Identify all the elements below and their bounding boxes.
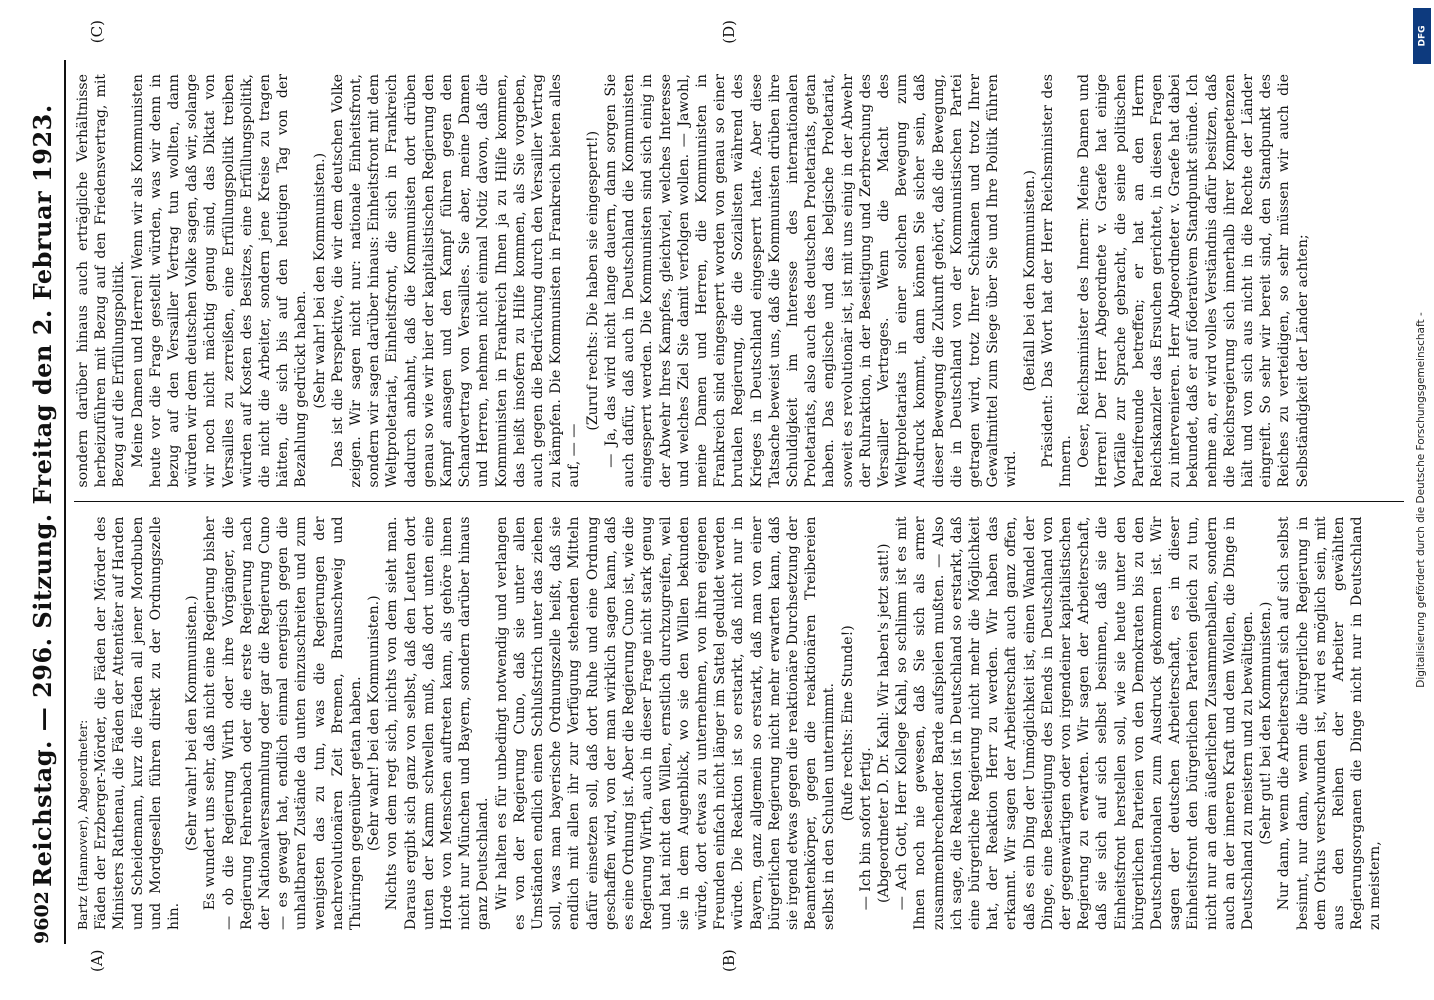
left-column	[74, 502, 1404, 945]
paragraph: Es wundert uns sehr, daß nicht eine Regierung bisher — ob die Regierung Wirth oder ihre Vorgänger, die Regierung Fehrenbach oder die erste Regierung nach der Nationalversammlung oder gar die Regierung Cuno — es gewagt hat, endlich einmal energisch gegen die unhaltbaren Zustände da unten einzuschreiten und zum wenigsten das zu tun, was die Regierungen der nachrevolutionären Zeit Bremen, Braunschweig und Thüringen gegenüber getan haben.	[202, 516, 365, 930]
right-column	[74, 60, 1404, 502]
paragraph: Präsident: Das Wort hat der Herr Reichsminister des Innern.	[1039, 74, 1074, 488]
dfg-logo	[1413, 8, 1431, 64]
paragraph: — Ich bin sofort fertig.	[857, 747, 874, 911]
digitization-watermark	[1408, 0, 1434, 1000]
paragraph: sondern darüber hinaus auch erträgliche Verhältnisse herbeizuführen mit Bezug auf den Friedensvertrag, mit Bezug auf die Erfüllungspolitik.	[75, 74, 128, 488]
margin-mark-b: (B)	[720, 949, 738, 972]
speaker-line: Bartz (Hannover), Abgeordneter:	[75, 719, 90, 930]
paragraph: Das ist die Perspektive, die wir dem deutschen Volke zeigen. Wir sagen nicht nur: nationale Einheitsfront, sondern wir sagen darüber hinaus: Einheitsfront mit dem Weltproletariat, Einheitsfront, die sich in Frankreich dadurch anbahnt, daß die Kommunisten dort drüben genau so wie wir hier der kapitalistischen Regierung den Kampf ansagen und den Kampf führen gegen den Schandvertrag von Versailles. Sie aber, meine Damen und Herren, nehmen nicht einmal Notiz davon, daß die Kommunisten in Frankreich Ihnen ja zu Hilfe kommen, das heißt insofern zu Hilfe kommen, als Sie vorgeben, auch gegen die Bedrückung durch den Versailler Vertrag zu kämpfen. Die Kommunisten in Frankreich bieten alles auf, — —	[329, 74, 583, 488]
interjection: (Beifall bei den Kommunisten.)	[1021, 170, 1038, 392]
paragraph: Oeser, Reichsminister des Innern: Meine Damen und Herren! Der Herr Abgeordnete v. Graefe hat einige Vorfälle zur Sprache gebracht, die seine politischen Parteifreunde betreffen; er hat an den Herrn Reichskanzler das Ersuchen gerichtet, in diesen Fragen zu intervenieren. Herr Abgeordneter v. Graefe hat dabei bekundet, daß er auf föderativem Standpunkt stünde. Ich nehme an, er wird volles Verständnis dafür besitzen, daß die Reichsregierung sich innerhalb ihrer Kompetenzen hält und von sich aus nicht in die Rechte der Länder eingreift. So sehr wir bereit sind, den Standpunkt des Reiches zu verteidigen, so sehr müssen wir auch die Selbständigkeit der Länder achten;	[1076, 74, 1311, 488]
page-header	[20, 60, 66, 944]
paragraph: Wir halten es für unbedingt notwendig und verlangen es von der Regierung Cuno, daß sie unter allen Umständen endlich einen Schlußstrich unter das ziehen soll, was man bayerische Ordnungszelle heißt, daß sie endlich mit allen ihr zur Verfügung stehenden Mitteln dafür einsetzen soll, daß dort Ruhe und eine Ordnung geschaffen wird, von der man wirklich sagen kann, daß es eine Ordnung ist. Aber die Regierung Cuno ist, wie die Regierung Wirth, auch in dieser Frage nicht stark genug und hat nicht den Willen, ernstlich durchzugreifen, weil sie in dem Augenblick, wo sie den Willen bekunden würde, dort etwas zu unternehmen, von ihren eigenen Freunden einfach nicht länger im Sattel geduldet werden würde. Die Reaktion ist so erstarkt, daß nicht nur in Bayern, ganz allgemein so erstarkt, daß man von einer bürgerlichen Regierung nicht mehr erwarten kann, daß sie irgend etwas gegen die reaktionäre Durchsetzung der Beamtenkörper, gegen die reaktionären Treibereien selbst in den Schulen unternimmt.	[493, 516, 838, 930]
paragraph: Nur dann, wenn die Arbeiterschaft sich auf sich selbst besinnt, nur dann, wenn die bürgerliche Regierung in dem Orkus verschwunden ist, wird es möglich sein, mit aus den Reihen der Arbeiter gewählten Regierungsorganen die Dinge nicht nur in Deutschland zu meistern,	[1276, 516, 1384, 930]
paragraph: Fäden der Erzberger-Mörder, die Fäden der Mörder des Ministers Rathenau, die Fäden der Attentäter auf Harden und Scheidemann, kurz die Fäden all jener Mordbuben und Mordgesellen führen direkt zu der Ordnungszelle hin.	[93, 516, 183, 930]
dfg-logo-text: DFG	[1417, 25, 1428, 47]
paragraph: — Ach Gott, Herr Kollege Kahl, so schlimm ist es mit Ihnen noch nie gewesen, daß Sie sich als armer zusammenbrechender Barde aufspielen mußten. — Also ich sage, die Reaktion ist in Deutschland so erstarkt, daß eine bürgerliche Regierung nicht mehr die Möglichkeit hat, der Reaktion Herr zu werden. Wir haben das erkannt. Wir sagen der Arbeiterschaft auch ganz offen, daß es ein Ding der Unmöglichkeit ist, einen Wandel der Dinge, eine Beseitigung des Elends in Deutschland von der gegenwärtigen oder von irgendeiner kapitalistischen Regierung zu erwarten. Wir sagen der Arbeiterschaft, daß sie sich auf sich selbst besinnen, daß sie die Einheitsfront herstellen soll, wie sie heute unter den bürgerlichen Parteien von den Demokraten bis zu den Deutschnationalen zum Ausdruck gekommen ist. Wir sagen der deutschen Arbeiterschaft, es in dieser Einheitsfront den bürgerlichen Parteien gleich zu tun, nicht nur an dem äußerlichen Zusammenballen, sondern auch an der inneren Kraft und dem Wollen, die Dinge in Deutschland zu meistern und zu bewältigen.	[894, 516, 1256, 930]
interjection: (Sehr wahr! bei den Kommunisten.)	[366, 595, 383, 852]
paragraph: Nichts von dem regt sich, nichts von dem sieht man. Daraus ergibt sich ganz von selbst, daß den Leuten dort unten der Kamm schwellen muß, daß dort unten eine Horde von Menschen auftreten kann, als gehöre ihnen nicht nur München und Bayern, sondern darüber hinaus ganz Deutschland.	[384, 516, 492, 930]
page-number: 9602	[31, 891, 53, 944]
running-title: Reichstag. — 296. Sitzung. Freitag den 2. Februar 1923.	[27, 104, 57, 887]
interjection: (Sehr wahr! bei den Kommunisten.)	[184, 595, 201, 852]
margin-mark-d: (D)	[720, 20, 738, 44]
margin-mark-c: (C)	[88, 20, 106, 44]
interjection: (Rufe rechts: Eine Stunde!)	[839, 625, 856, 822]
interjection: (Sehr wahr! bei den Kommunisten.)	[311, 152, 328, 409]
interjection: (Abgeordneter D. Dr. Kahl: Wir haben's jetzt satt!)	[875, 543, 892, 903]
paragraph: — Ja, das wird nicht lange dauern, dann sorgen Sie auch dafür, daß auch in Deutschland die Kommunisten eingesperrt werden. Die Kommunisten sind sich einig in der Abwehr Ihres Kampfes, gleichviel, welches Interesse und welches Ziel Sie damit verfolgen wollen. — Jawohl, meine Damen und Herren, die Kommunisten in Frankreich sind eingesperrt worden von genau so einer brutalen Regierung, die die Sozialisten während des Krieges in Deutschland eingesperrt hatte. Aber diese Tatsache beweist uns, daß die Kommunisten drüben ihre Schuldigkeit im Interesse des internationalen Proletariats, also auch des deutschen Proletariats, getan haben. Das englische und das belgische Proletariat, soweit es revolutionär ist, ist mit uns einig in der Abwehr der Ruhraktion, in der Beseitigung und Zerbrechung des Versailler Vertrages. Wenn die Macht des Weltproletariats in einer solchen Bewegung zum Ausdruck kommt, dann können Sie sicher sein, daß dieser Bewegung die Zukunft gehört, daß die Bewegung, die in Deutschland von der Kommunistischen Partei getragen wird, trotz Ihrer Schikanen und trotz Ihrer Gewaltmittel zum Siege über Sie und Ihre Politik führen wird.	[602, 74, 1020, 488]
paragraph: Meine Damen und Herren! Wenn wir als Kommunisten heute vor die Frage gestellt würden, was wir denn in bezug auf den Versailler Vertrag tun wollten, dann würden wir dem deutschen Volke sagen, daß wir, solange wir noch nicht mächtig genug sind, das Diktat von Versailles zu zerreißen, eine Erfüllungspolitik treiben würden auf Kosten des Besitzes, eine Erfüllungspolitik, die nicht die Arbeiter, sondern jene Kreise zu tragen hätten, die sich bis auf den heutigen Tag von der Bezahlung gedrückt haben.	[129, 74, 310, 488]
text-columns	[74, 60, 1404, 944]
interjection: (Zuruf rechts: Die haben sie eingesperrt!)	[584, 130, 601, 431]
interjection: (Sehr gut! bei den Kommunisten.)	[1258, 601, 1275, 845]
watermark-text: Digitalisierung gefördert durch die Deutsche Forschungsgemeinschaft -	[1415, 312, 1427, 688]
margin-mark-a: (A)	[88, 949, 106, 972]
